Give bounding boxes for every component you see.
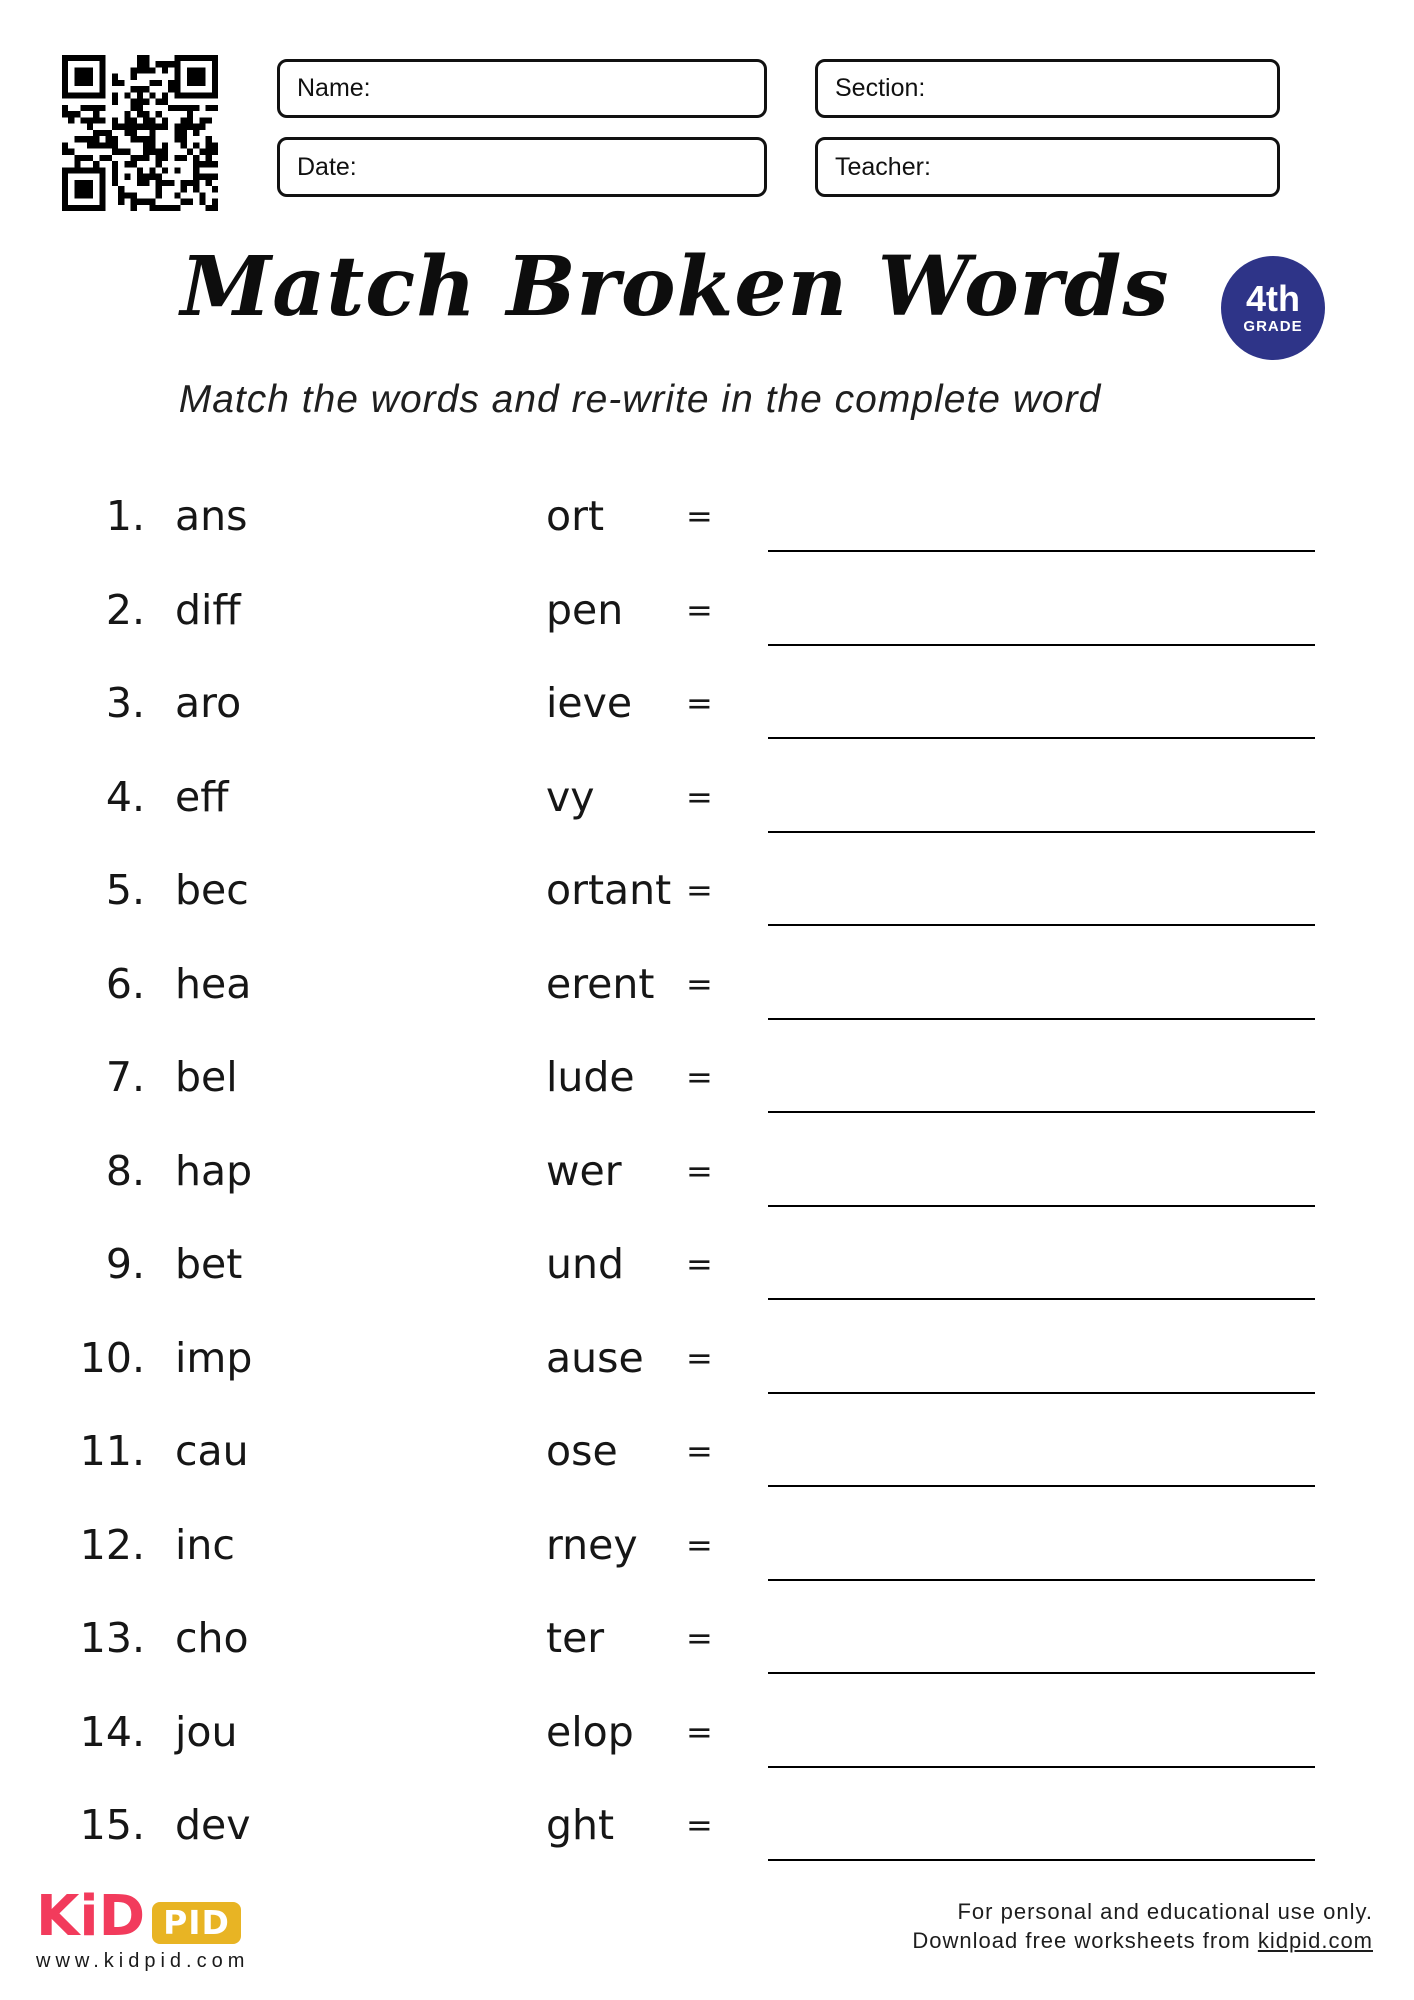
exercise-row [0,677,1414,771]
row-number: 1. [105,492,145,540]
grade-badge [1221,256,1325,360]
word-fragment-left: bec [175,866,249,914]
answer-blank[interactable] [768,864,1315,926]
equals-sign: = [686,1619,713,1657]
word-fragment-right: ght [546,1801,615,1849]
answer-blank[interactable] [768,771,1315,833]
word-fragment-left: cau [175,1427,249,1475]
equals-sign: = [686,1432,713,1470]
word-fragment-right: ort [546,492,605,540]
usage-notice-line1: For personal and educational use only. [957,1899,1373,1924]
exercise-row [0,1425,1414,1519]
usage-notice-line2-prefix: Download free worksheets from [912,1928,1258,1954]
word-fragment-left: hea [175,959,252,1008]
answer-blank[interactable] [768,1145,1315,1207]
teacher-field-label: Teacher: [835,152,931,181]
qr-code [62,55,218,211]
exercise-row [0,771,1414,865]
teacher-field[interactable] [815,137,1280,197]
answer-blank[interactable] [768,1238,1315,1300]
equals-sign: = [686,1525,713,1564]
exercise-row [0,1051,1414,1145]
equals-sign: = [686,777,713,816]
name-field-label: Name: [297,74,371,102]
exercise-list [0,490,1414,1893]
answer-blank[interactable] [768,1051,1315,1113]
exercise-row [0,1799,1414,1893]
answer-blank[interactable] [768,1332,1315,1394]
date-field-label: Date: [297,152,357,181]
name-field[interactable] [277,59,767,118]
exercise-row [0,1612,1414,1706]
exercise-row [0,958,1414,1052]
word-fragment-left: imp [175,1333,253,1382]
date-field[interactable] [277,137,767,197]
kidpid-logo-pid: PID [152,1902,241,1944]
kidpid-link[interactable]: kidpid.com [1257,1928,1373,1954]
row-number: 11. [79,1427,145,1475]
word-fragment-left: ans [175,492,248,540]
word-fragment-right: ose [546,1427,618,1475]
answer-blank[interactable] [768,490,1315,552]
word-fragment-right: ause [546,1333,644,1382]
exercise-row [0,1706,1414,1800]
row-number: 5. [105,866,145,914]
row-number: 14. [79,1707,145,1756]
equals-sign: = [686,1712,713,1751]
row-number: 12. [79,1520,145,1569]
exercise-row [0,584,1414,678]
row-number: 15. [79,1801,145,1849]
website-url: www.kidpid.com [36,1950,250,1972]
word-fragment-left: dev [175,1801,251,1849]
kidpid-logo-kid: KiD [36,1884,146,1949]
answer-blank[interactable] [768,958,1315,1020]
qr-code-image [62,55,218,211]
word-fragment-left: jou [175,1707,238,1756]
section-field-label: Section: [835,74,926,102]
exercise-row [0,864,1414,958]
exercise-row [0,1145,1414,1239]
word-fragment-left: hap [175,1146,253,1195]
equals-sign: = [686,964,713,1003]
equals-sign: = [686,1338,713,1377]
word-fragment-left: eff [175,772,229,821]
equals-sign: = [686,1058,713,1096]
word-fragment-right: rney [546,1520,638,1569]
grade-badge-grade: 4th [1246,278,1300,320]
word-fragment-left: aro [175,679,242,727]
exercise-row [0,1238,1414,1332]
answer-blank[interactable] [768,1612,1315,1674]
row-number: 8. [105,1146,145,1195]
exercise-row [0,490,1414,584]
word-fragment-right: ter [546,1614,605,1662]
word-fragment-right: und [546,1240,624,1288]
exercise-row [0,1332,1414,1426]
row-number: 13. [79,1614,145,1662]
exercise-row [0,1519,1414,1613]
word-fragment-right: lude [546,1053,635,1101]
equals-sign: = [686,1151,713,1190]
row-number: 10. [79,1333,145,1382]
word-fragment-left: bet [175,1240,243,1288]
row-number: 6. [105,959,145,1008]
equals-sign: = [686,871,713,909]
row-number: 7. [105,1053,145,1101]
word-fragment-left: inc [175,1520,235,1569]
row-number: 3. [105,679,145,727]
instructions-text: Match the words and re-write in the complete word [178,378,1102,421]
usage-notice [912,1897,1373,1955]
page-title: Match Broken Words [180,239,1170,335]
word-fragment-right: ieve [546,679,633,727]
answer-blank[interactable] [768,1519,1315,1581]
kidpid-logo [36,1884,241,1949]
equals-sign: = [686,684,713,722]
word-fragment-right: pen [546,585,624,634]
word-fragment-left: diff [175,585,241,634]
word-fragment-left: cho [175,1614,249,1662]
usage-notice-line2 [912,1926,1373,1955]
row-number: 9. [105,1240,145,1288]
equals-sign: = [686,497,713,535]
answer-blank[interactable] [768,1799,1315,1861]
word-fragment-right: ortant [546,866,672,914]
word-fragment-left: bel [175,1053,238,1101]
equals-sign: = [686,1245,713,1283]
grade-badge-label: GRADE [1243,317,1303,335]
word-fragment-right: wer [546,1146,622,1195]
equals-sign: = [686,590,713,629]
answer-blank[interactable] [768,584,1315,646]
answer-blank[interactable] [768,1425,1315,1487]
word-fragment-right: vy [546,772,595,821]
word-fragment-right: elop [546,1707,634,1756]
answer-blank[interactable] [768,677,1315,739]
section-field[interactable] [815,59,1280,118]
row-number: 4. [105,772,145,821]
equals-sign: = [686,1806,713,1844]
word-fragment-right: erent [546,959,655,1008]
row-number: 2. [105,585,145,634]
answer-blank[interactable] [768,1706,1315,1768]
